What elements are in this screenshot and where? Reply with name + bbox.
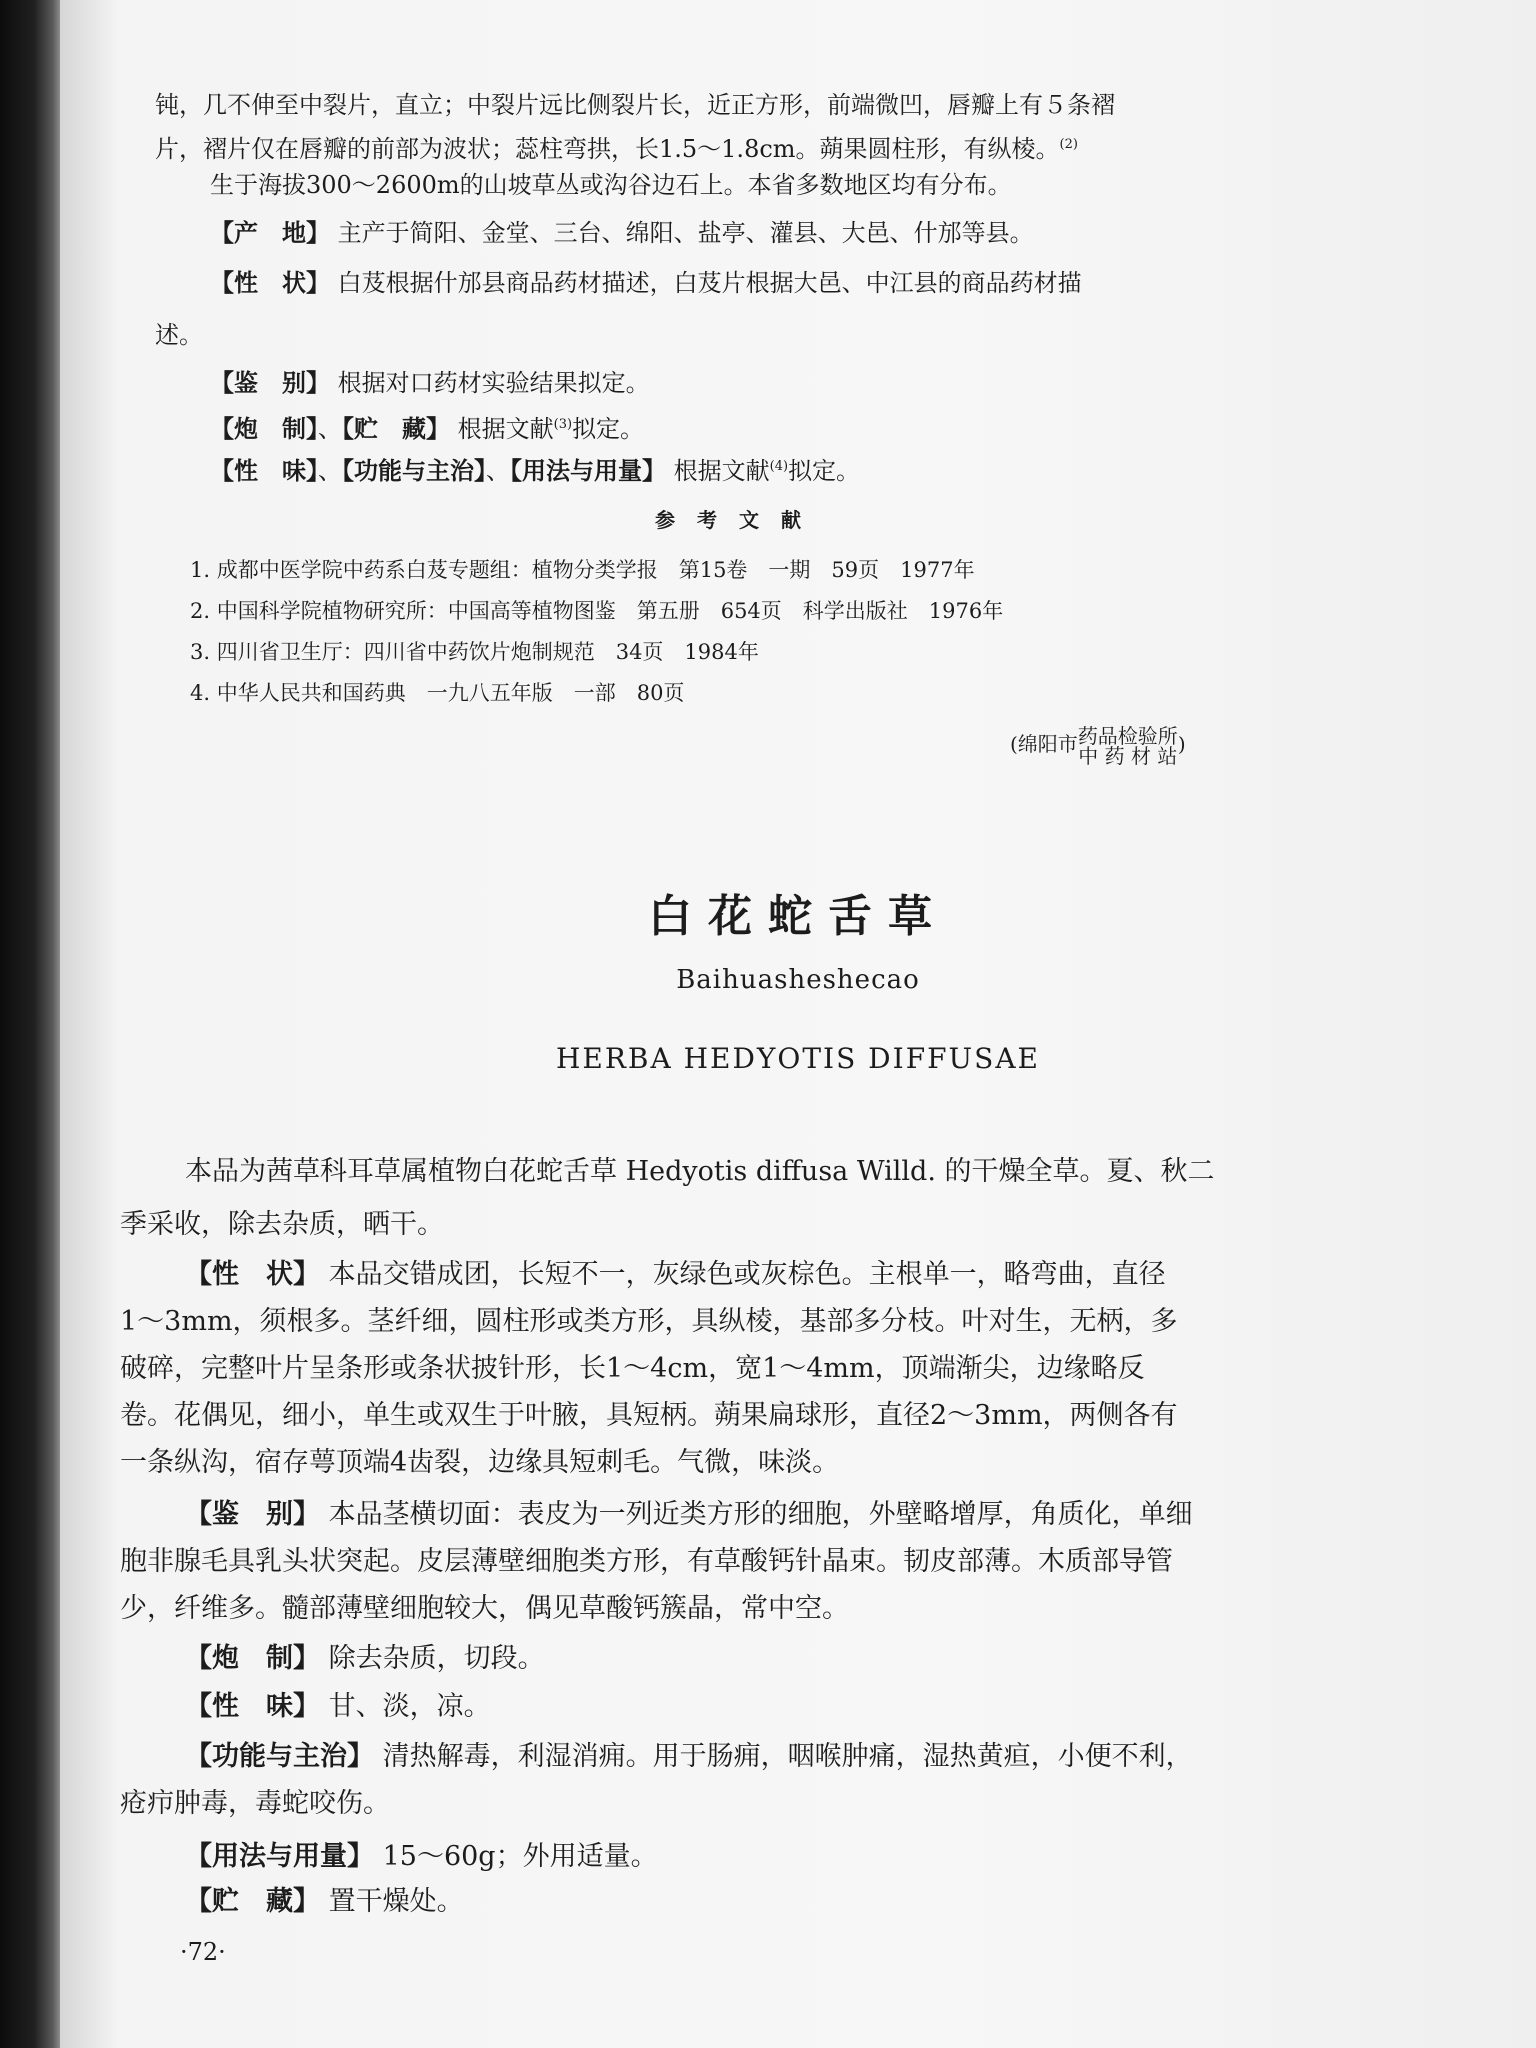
entry-storage-text: 置干燥处。 <box>328 1886 464 1917</box>
taste-tag: 【性 味】 <box>210 457 318 485</box>
org-prefix: (绵阳市 <box>1010 732 1078 756</box>
entry-characteristics-text: 本品交错成团，长短不一，灰绿色或灰棕色。主根单一，略弯曲，直径 <box>328 1259 1166 1290</box>
reference-item: 2. 中国科学院植物研究所：中国高等植物图鉴 第五册 654页 科学出版社 1976年 <box>190 599 1004 623</box>
intro-line-1: 本品为茜草科耳草属植物白花蛇舌草 Hedyotis diffusa Willd. 的干燥全草。夏、秋二 <box>185 1156 1215 1187</box>
intro-line-2: 季采收，除去杂质，晒干。 <box>120 1209 444 1240</box>
entry-taste <box>185 1690 491 1724</box>
origin-text: 主产于简阳、金堂、三台、绵阳、盐亭、灌县、大邑、什邡等县。 <box>337 219 1034 247</box>
entry-identification-text: 本品茎横切面：表皮为一列近类方形的细胞，外壁略增厚，角质化，单细 <box>328 1499 1193 1530</box>
page-number: ·72· <box>180 1938 226 1966</box>
citation-2: (2) <box>1059 137 1078 152</box>
entry-processing-text: 除去杂质，切段。 <box>328 1643 545 1674</box>
references-heading: 参考文献 <box>655 508 823 532</box>
entry-title: 白花蛇舌草 <box>648 891 948 942</box>
org-stack <box>1077 723 1178 768</box>
processing-storage-section <box>210 410 644 444</box>
entry-identification-line: 胞非腺毛具乳头状突起。皮层薄壁细胞类方形，有草酸钙针晶束。韧皮部薄。木质部导管 <box>120 1546 1173 1577</box>
usage-tag: 【用法与用量】 <box>510 457 666 485</box>
characteristics-tag: 【性 状】 <box>210 269 330 297</box>
entry-characteristics-line: 卷。花偶见，细小，单生或双生于叶腋，具短柄。蒴果扁球形，直径2～3mm，两侧各有 <box>120 1400 1178 1431</box>
org-line-2: 中 药 材 站 <box>1078 743 1178 768</box>
continuation-line-2-text: 片，褶片仅在唇瓣的前部为波状；蕊柱弯拱，长1.5～1.8cm。蒴果圆柱形，有纵棱。 <box>155 135 1060 163</box>
author-organization <box>1010 722 1186 766</box>
org-line-1: 药品检验所 <box>1077 723 1178 748</box>
entry-identification-line: 少，纤维多。髓部薄壁细胞较大，偶见草酸钙簇晶，常中空。 <box>120 1593 849 1624</box>
entry-latin-name: HERBA HEDYOTIS DIFFUSAE <box>555 1042 1040 1075</box>
entry-function-text: 清热解毒，利湿消痈。用于肠痈，咽喉肿痛，湿热黄疸，小便不利， <box>382 1741 1193 1772</box>
separator: 、 <box>318 457 342 485</box>
processing-storage-end: 拟定。 <box>572 415 645 443</box>
reference-item: 3. 四川省卫生厅：四川省中药饮片炮制规范 34页 1984年 <box>190 640 759 664</box>
citation-4: (4) <box>769 459 789 474</box>
continuation-line-1: 钝，几不伸至中裂片，直立；中裂片远比侧裂片长，近正方形，前端微凹，唇瓣上有５条褶 <box>155 91 1115 119</box>
entry-characteristics-line: 一条纵沟，宿存萼顶端4齿裂，边缘具短刺毛。气微，味淡。 <box>120 1447 840 1478</box>
entry-usage-tag: 【用法与用量】 <box>185 1841 374 1872</box>
separator: 、 <box>318 415 342 443</box>
entry-processing-tag: 【炮 制】 <box>185 1643 320 1674</box>
entry-function-tag: 【功能与主治】 <box>185 1741 374 1772</box>
entry-usage-text: 15～60g；外用适量。 <box>382 1841 658 1872</box>
book-page <box>60 0 1536 2048</box>
taste-function-usage-section <box>210 452 860 486</box>
entry-processing <box>185 1642 545 1676</box>
entry-characteristics-tag: 【性 状】 <box>185 1259 320 1290</box>
processing-tag: 【炮 制】 <box>210 415 318 443</box>
identification-text: 根据对口药材实验结果拟定。 <box>337 369 650 397</box>
entry-storage-tag: 【贮 藏】 <box>185 1886 320 1917</box>
characteristics-text: 白芨根据什邡县商品药材描述，白芨片根据大邑、中江县的商品药材描 <box>337 269 1082 297</box>
citation-3: (3) <box>553 417 573 432</box>
entry-identification-tag: 【鉴 别】 <box>185 1499 320 1530</box>
entry-taste-tag: 【性 味】 <box>185 1691 320 1722</box>
entry-characteristics <box>185 1258 1166 1292</box>
reference-item: 4. 中华人民共和国药典 一九八五年版 一部 80页 <box>190 681 685 705</box>
characteristics-section <box>210 268 1082 298</box>
separator: 、 <box>486 457 510 485</box>
identification-tag: 【鉴 别】 <box>210 369 330 397</box>
entry-identification <box>185 1498 1193 1532</box>
storage-tag: 【贮 藏】 <box>342 415 450 443</box>
characteristics-continuation: 述。 <box>155 321 203 349</box>
book-binding-shadow <box>0 0 62 2048</box>
taste-function-usage-text: 根据文献 <box>673 457 770 485</box>
function-tag: 【功能与主治】 <box>342 457 486 485</box>
taste-function-usage-end: 拟定。 <box>788 457 861 485</box>
entry-function-line: 疮疖肿毒，毒蛇咬伤。 <box>120 1788 390 1819</box>
reference-item: 1. 成都中医学院中药系白芨专题组：植物分类学报 第15卷 一期 59页 1977年 <box>190 558 975 582</box>
entry-pinyin: Baihuasheshecao <box>676 965 920 995</box>
origin-section <box>210 218 1034 248</box>
habitat-line: 生于海拔300～2600m的山坡草丛或沟谷边石上。本省多数地区均有分布。 <box>210 171 1012 199</box>
entry-storage <box>185 1885 464 1919</box>
identification-section <box>210 368 650 398</box>
entry-taste-text: 甘、淡，凉。 <box>328 1691 491 1722</box>
origin-tag: 【产 地】 <box>210 219 330 247</box>
continuation-line-2 <box>155 130 1078 164</box>
org-suffix: ) <box>1177 732 1186 756</box>
entry-characteristics-line: 破碎，完整叶片呈条形或条状披针形，长1～4cm，宽1～4mm，顶端渐尖，边缘略反 <box>120 1353 1145 1384</box>
entry-function <box>185 1740 1193 1774</box>
entry-usage <box>185 1840 658 1874</box>
processing-storage-text: 根据文献 <box>457 415 554 443</box>
entry-characteristics-line: 1～3mm，须根多。茎纤细，圆柱形或类方形，具纵棱，基部多分枝。叶对生，无柄，多 <box>120 1306 1178 1337</box>
